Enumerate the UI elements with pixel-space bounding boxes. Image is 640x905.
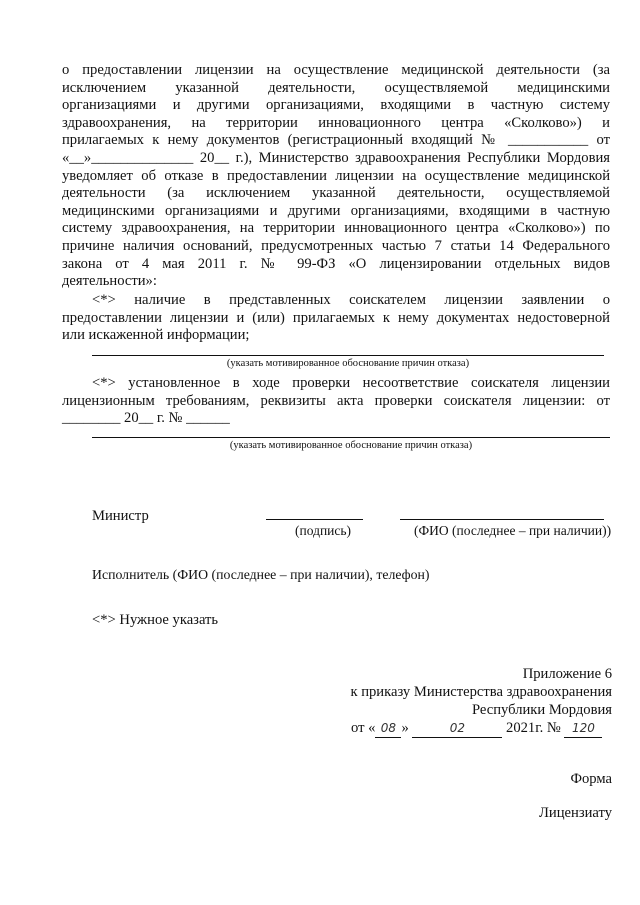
body-line: организациями и другими организациями, входящими в частную систему bbox=[62, 97, 610, 114]
order-number-handwritten: 120 bbox=[571, 721, 595, 735]
date-mid: » bbox=[401, 720, 413, 736]
form-label: Форма bbox=[570, 771, 612, 787]
item-line: или искаженной информации; bbox=[62, 327, 250, 344]
body-line: систему здравоохранения, на территории инновационного центра «Сколково») по bbox=[62, 220, 610, 237]
reason-input-line-1 bbox=[92, 355, 604, 356]
signature-line bbox=[266, 519, 363, 520]
date-month-field bbox=[412, 720, 502, 738]
body-line: медицинскими организациями и другими организациями, входящими в частную bbox=[62, 202, 610, 219]
fio-caption: (ФИО (последнее – при наличии)) bbox=[414, 523, 612, 538]
signer-position: Министр bbox=[92, 508, 149, 524]
signature-caption: (подпись) bbox=[295, 523, 352, 538]
reason-input-line-2 bbox=[92, 437, 610, 438]
item-line: предоставлении лицензии и (или) прилагаемых к нему документах недостоверной bbox=[62, 309, 610, 326]
item-line: лицензионным требованиям, реквизиты акта проверки соискателя лицензии: от bbox=[62, 392, 610, 409]
reason-caption-1: (указать мотивированное обоснование причин отказа) bbox=[226, 358, 470, 369]
appendix-title: Приложение 6 bbox=[522, 666, 612, 682]
body-line: здравоохранения, на территории инновационного центра «Сколково») и bbox=[62, 114, 610, 131]
date-day-field bbox=[375, 720, 401, 738]
body-line: «__»______________ 20__ г.), Министерство здравоохранения Республики Мордовия bbox=[62, 149, 610, 166]
body-line: деятельности (за исключением указанной деятельности, осуществляемой bbox=[62, 185, 610, 202]
executor-line: Исполнитель (ФИО (последнее – при наличии), телефон) bbox=[92, 567, 430, 582]
reason-caption-2: (указать мотивированное обоснование причин отказа) bbox=[229, 440, 473, 451]
item-line: ________ 20__ г. № ______ bbox=[62, 410, 230, 427]
reason-item-2 bbox=[62, 375, 610, 428]
footnote: <*> Нужное указать bbox=[92, 612, 219, 628]
reason-item-1 bbox=[62, 292, 610, 345]
body-line: прилагаемых к нему документов (регистрационный входящий № ___________ от bbox=[62, 132, 610, 149]
order-number-field bbox=[564, 720, 602, 738]
fio-line bbox=[400, 519, 604, 520]
appendix-order-line: к приказу Министерства здравоохранения bbox=[350, 684, 612, 700]
body-paragraph bbox=[62, 62, 610, 291]
item-line: <*> наличие в представленных соискателем лицензии заявлении о bbox=[92, 292, 610, 308]
body-line: причине наличия оснований, предусмотренных частью 7 статьи 14 Федерального bbox=[62, 237, 610, 254]
body-line: закона от 4 мая 2011 г. № 99-ФЗ «О лицензировании отдельных видов bbox=[62, 255, 610, 272]
body-line: уведомляет об отказе в предоставлении лицензии на осуществление медицинской bbox=[62, 167, 610, 184]
body-line: о предоставлении лицензии на осуществление медицинской деятельности (за bbox=[62, 62, 610, 78]
item-line: <*> установленное в ходе проверки несоответствие соискателя лицензии bbox=[92, 375, 610, 391]
date-year: 2021г. № bbox=[502, 720, 565, 736]
appendix-republic-line: Республики Мордовия bbox=[471, 702, 612, 718]
appendix-date-line bbox=[351, 720, 602, 738]
addressee: Лицензиату bbox=[539, 805, 612, 821]
body-line: деятельности»: bbox=[62, 273, 157, 290]
date-prefix: от « bbox=[351, 720, 376, 736]
date-month-handwritten: 02 bbox=[449, 721, 466, 735]
date-day-handwritten: 08 bbox=[380, 721, 397, 735]
body-line: исключением указанной деятельности, осуществляемой медицинскими bbox=[62, 79, 610, 96]
